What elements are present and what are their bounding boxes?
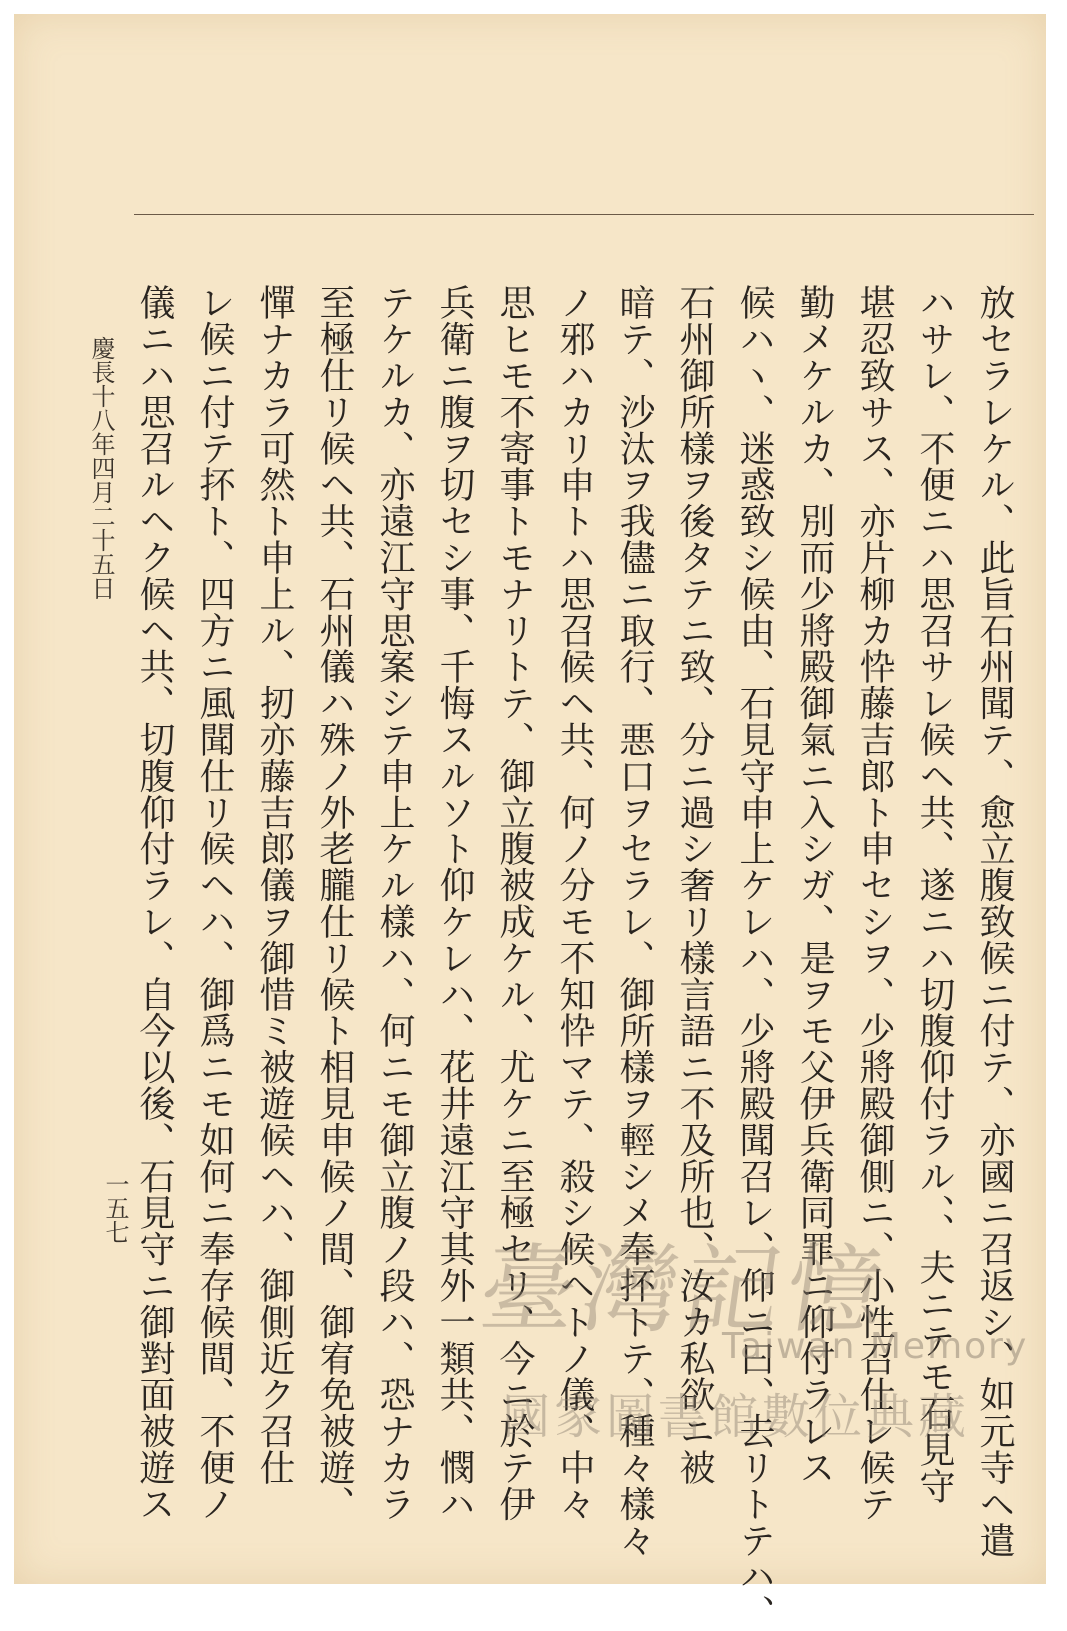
book-page — [14, 14, 1046, 1631]
text-column: 石州御所樣ヲ後タテニ致、分ニ過シ奢リ樣言語ニ不及所也、汝カ私欲ニ被 — [674, 284, 715, 1486]
text-column: 暗テ、沙汰ヲ我儘ニ取行、悪口ヲセラレ、御所樣ヲ輕シメ奉抔トテ、種々樣々 — [614, 284, 655, 1558]
watermark-library-text: 國家圖書館數位典藏 — [502, 1389, 971, 1445]
text-column: レ候ニ付テ抔ト、四方ニ風聞仕リ候ヘハ、御爲ニモ如何ニ奉存候間、不便ノ — [194, 284, 235, 1522]
text-column: 儀ニハ思召ルヘク候ヘ共、切腹仰付ラレ、自今以後、石見守ニ御對面被遊ス — [134, 284, 175, 1522]
text-column: 勤メケルカ、別而少將殿御氣ニ入シガ、是ヲモ父伊兵衛同罪ニ仰付ラレス — [794, 284, 835, 1486]
watermark-logo-text: 臺灣記憶 — [473, 1234, 897, 1346]
text-column: 憚ナカラ可然ト申上ル、扨亦藤吉郎儀ヲ御惜ミ被遊候ヘハ、御側近ク召仕 — [254, 284, 295, 1486]
text-column: ハサレ、不便ニハ思召サレ候ヘ共、遂ニハ切腹仰付ラル、、夫ニテモ石見守 — [914, 284, 955, 1504]
text-column: 候ハヽ、迷惑致シ候由、石見守申上ケレハ、少將殿聞召レ、仰ニ曰、去リトテハ、 — [734, 284, 775, 1631]
header-rule — [134, 214, 1034, 215]
text-column: 思ヒモ不寄事トモナリトテ、御立腹被成ケル、尤ケニ至極セリ、今ニ於テ伊 — [494, 284, 535, 1522]
text-column: 堪忍致サス、亦片柳カ忰藤吉郎ト申セシヲ、少將殿御側ニ、小性召仕レ候テ — [854, 284, 895, 1522]
text-column: 放セラレケル、此旨石州聞テ、愈立腹致候ニ付テ、亦國ニ召返シ、如元寺ヘ遣 — [974, 284, 1015, 1558]
date-line: 慶長十八年四月二十五日 — [87, 336, 115, 600]
vertical-text-body — [134, 284, 1015, 1631]
page-number: 一五七 — [101, 1172, 129, 1244]
text-column: テケルカ、亦遠江守思案シテ申上ケル樣ハ、何ニモ御立腹ノ段ハ、恐ナカラ — [374, 284, 415, 1522]
text-column: 至極仕リ候ヘ共、石州儀ハ殊ノ外老朧仕リ候ト相見申候ノ間、御宥免被遊、 — [314, 284, 355, 1522]
watermark-english-text: Taiwan Memory — [722, 1326, 1029, 1367]
text-column: 兵衛ニ腹ヲ切セシ事、千悔スルソト仰ケレハ、花井遠江守其外一類共、憫ハ — [434, 284, 475, 1522]
text-column: ノ邪ハカリ申トハ思召候ヘ共、何ノ分モ不知忰マテ、殺シ候ヘトノ儀、中々 — [554, 284, 595, 1522]
